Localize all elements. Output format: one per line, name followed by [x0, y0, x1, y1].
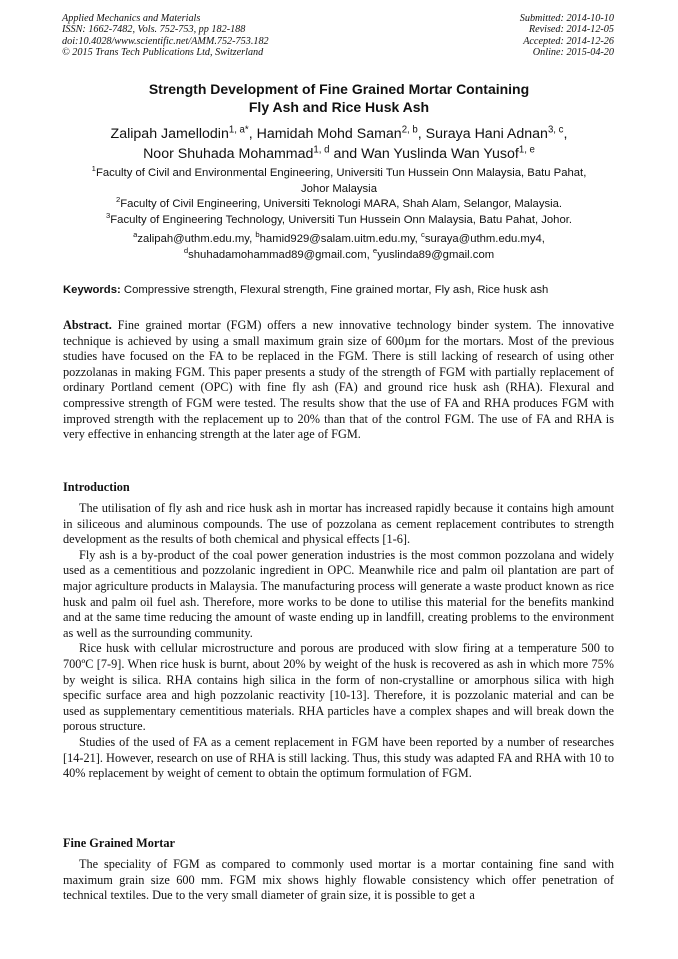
- author-name: Zalipah Jamellodin: [110, 126, 229, 142]
- introduction-body: [63, 501, 614, 782]
- email-superscript: c: [420, 230, 425, 240]
- title-line-1: Strength Development of Fine Grained Mortar Containing: [148, 81, 530, 97]
- affiliation-text: Johor Malaysia: [301, 182, 377, 195]
- author-list: Zalipah Jamellodin$^{1, a*}$, Hamidah Mohd Saman$^{2, b}$, Suraya Hani Adnan$^{3, c}$, Noor Shuhada Mohammad$^{1, d}$ and Wan Yuslinda Wan Yusof$^{1, e}$: [110, 124, 568, 162]
- online-date: Online: 2015-04-20: [532, 46, 614, 58]
- abstract-label: Abstract.: [63, 318, 112, 332]
- paragraph: Rice husk with cellular microstructure and porous are produced with slow firing at a temperature 500 to 700ºC [7-9]. When rice husk is burnt, about 20% by weight of the husk is recovered as ash in which more 75% by weight is silica. RHA contains high silica in the form of non-crystalline or amorphous silica with high specific surface area and high pozzolanic reactivity [10-13]. Therefore, it is pozzolanic material and can be used as supplementary cementitious materials. RHA particles have a complex shapes and will break down the porous structure.: [63, 641, 614, 734]
- title-line-2: Fly Ash and Rice Husk Ash: [248, 99, 430, 115]
- copyright-line: © 2015 Trans Tech Publications Ltd, Switzerland: [62, 46, 264, 58]
- author-name: Noor Shuhada Mohammad: [143, 146, 314, 162]
- affiliation-text: Faculty of Civil and Environmental Engineering, Universiti Tun Hussein Onn Malaysia, Batu Pahat,: [95, 167, 587, 179]
- keywords-text: Compressive strength, Flexural strength, Fine grained mortar, Fly ash, Rice husk ash: [123, 284, 549, 296]
- email-address[interactable]: shuhadamohammad89@gmail.com,: [188, 248, 370, 261]
- paragraph: Studies of the used of FA as a cement replacement in FGM have been reported by a number of researches [14-21]. However, research on use of RHA is still lacking. Thus, this study was adapted FA and RHA with 10 to 40% replacement by weight of cement to obtain the optimum formulation of FGM.: [63, 734, 614, 781]
- affiliation-text: Faculty of Civil Engineering, Universiti Teknologi MARA, Shah Alam, Selangor, Malaysia.: [120, 198, 563, 210]
- journal-header: [62, 13, 269, 58]
- email-superscript: d: [183, 245, 189, 255]
- introduction-heading: Introduction: [63, 480, 130, 494]
- paragraph: The utilisation of fly ash and rice husk ash in mortar has increased rapidly because it contains high amount in siliceous and aluminous compounds. The use of pozzolana as cement replacement contributes to strength development as the results of both chemical and physical effects [1-6].: [63, 501, 614, 547]
- journal-name: Applied Mechanics and Materials: [62, 13, 201, 24]
- author-superscript: 2, b: [401, 124, 418, 136]
- abstract-text: Fine grained mortar (FGM) offers a new innovative technology binder system. The innovative technique is achieved by using a small maximum grain size of 600µm for the mortars. Most of the previous studies have focused on the FA to be replaced in the FGM. There is still lacking of research of using other pozzolanas in making FGM. This paper presents a study of the strength of FGM with partially replacement of ordinary Portland cement (OPC) with fine fly ash (FA) and ground rice husk ash (RHA). Flexural and compressive strength of FGM were tested. The results show that the use of FA and RHA produces FGM with improved strength with the replacement up to 20% than that of the control FGM. The use of FA and RHA is very effective in enhancing strength at the later age of FGM.: [63, 318, 614, 442]
- issn-line: ISSN: 1662-7482, Vols. 752-753, pp 182-188: [62, 24, 246, 36]
- email-superscript: a: [133, 230, 138, 240]
- accepted-date: Accepted: 2014-12-26: [523, 35, 614, 47]
- author-name: Wan Yuslinda Wan Yusof: [361, 146, 519, 162]
- affiliation-number: 3: [105, 210, 111, 220]
- email-address[interactable]: zalipah@uthm.edu.my,: [137, 233, 253, 245]
- email-superscript: e: [372, 245, 378, 255]
- abstract: [63, 318, 614, 443]
- author-name: Hamidah Mohd Saman: [256, 126, 402, 142]
- submitted-date: Submitted: 2014-10-10: [519, 13, 614, 24]
- fgm-heading: Fine Grained Mortar: [63, 836, 176, 850]
- author-superscript: 1, d: [313, 144, 330, 156]
- paragraph: The speciality of FGM as compared to commonly used mortar is a mortar containing fine sand with maximum grain size 600 mm. FGM mix shows highly flowable consistency which offer penetration of technical textiles. Due to the very small diameter of grain size, it is possible to get a: [63, 857, 614, 903]
- paragraph: Fly ash is a by-product of the coal power generation industries is the most common pozzolana and widely used as a cementitious and pozzolanic ingredient in OPC. Meanwhile rice and palm oil plantation are part of major agriculture products in Malaysia. The manufacturing process will generate a waste product known as rice husk and palm oil fuel ash. Therefore, more works to be done to utilise this material for the benefits mankind and at the same time reducing the amount of waste ending up in landfill, creating problems to the environment as well as the surrounding community.: [63, 547, 614, 640]
- email-superscript: b: [255, 230, 260, 240]
- affiliation-text: Faculty of Engineering Technology, Universiti Tun Hussein Onn Malaysia, Batu Pahat, Johor.: [110, 213, 573, 226]
- author-emails: [60, 232, 618, 263]
- affiliation-number: 2: [115, 195, 121, 205]
- email-address[interactable]: suraya@uthm.edu.my4,: [424, 233, 545, 245]
- email-address[interactable]: yuslinda89@gmail.com: [377, 248, 495, 261]
- keywords: [63, 283, 623, 298]
- author-superscript: 1, e: [518, 144, 535, 156]
- keywords-label: Keywords:: [63, 284, 121, 296]
- affiliations: [60, 166, 618, 228]
- author-superscript: 3, c: [547, 124, 564, 136]
- paper-title: [0, 80, 678, 116]
- author-conjunction: and: [333, 146, 358, 162]
- revised-date: Revised: 2014-12-05: [528, 24, 614, 36]
- author-superscript: 1, a*: [228, 124, 249, 136]
- doi-line: doi:10.4028/www.scientific.net/AMM.752-753.182: [62, 35, 269, 47]
- email-address[interactable]: hamid929@salam.uitm.edu.my,: [259, 233, 418, 245]
- author-name: Suraya Hani Adnan: [425, 126, 548, 142]
- fgm-body: [63, 857, 614, 904]
- affiliation-number: 1: [91, 164, 96, 174]
- dates-header: [520, 13, 614, 58]
